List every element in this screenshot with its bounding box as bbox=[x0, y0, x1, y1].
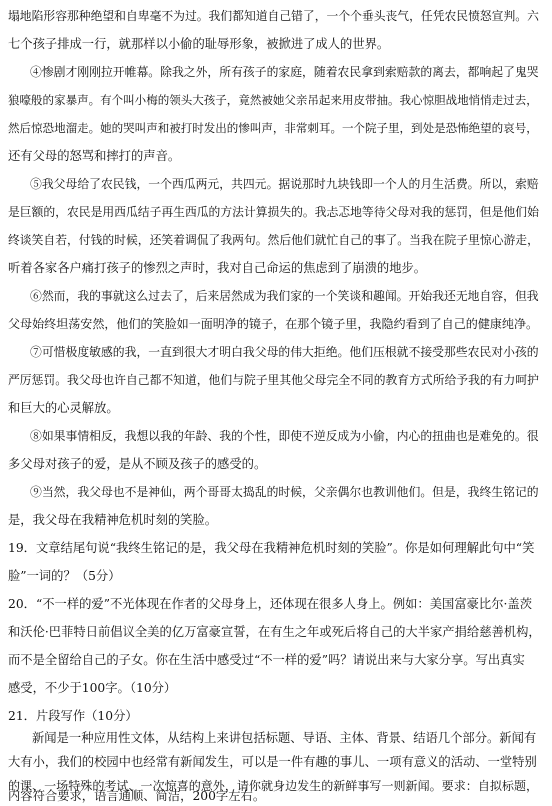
text-line-1: 塌地陷形容那种绝望和自卑毫不为过。我们都知道自己错了，一个个垂头丧气，任凭农民愤怒宣判。六 bbox=[8, 9, 539, 23]
question-19-line-2: 脸”一词的？（5分） bbox=[8, 569, 121, 583]
paragraph-5-line-2: 是巨额的，农民是用西瓜结子再生西瓜的方法计算损失的。我忐忑地等待父母对我的惩罚，但是他们始 bbox=[8, 205, 539, 219]
paragraph-8-line-1: ⑧如果事情相反，我想以我的年龄、我的个性，即使不逆反成为小偷，内心的扭曲也是难免的。很 bbox=[30, 429, 539, 443]
question-21-heading: 21．片段写作（10分） bbox=[8, 709, 138, 723]
question-20-line-4: 感受，不少于100字。（10分） bbox=[8, 681, 177, 695]
paragraph-4-line-4: 还有父母的怒骂和摔打的声音。 bbox=[8, 149, 181, 163]
paragraph-6-line-1: ⑥然而，我的事就这么过去了，后来居然成为我们家的一个笑谈和趣闻。开始我还无地自容，但我 bbox=[30, 289, 539, 303]
question-21-line-3: 的课、一场特殊的考试、一次惊喜的意外，请你就身边发生的新鲜事写一则新闻。要求：自拟标题， bbox=[8, 779, 539, 793]
question-21-line-2: 大有小，我们的校园中也经常有新闻发生，可以是一件有趣的事儿、一项有意义的活动、一堂特别 bbox=[8, 755, 537, 769]
question-20-line-2: 和沃伦·巴菲特日前倡议全美的亿万富豪宣誓，在有生之年或死后将自己的大半家产捐给慈善机构， bbox=[8, 625, 541, 639]
paragraph-5-line-4: 听着各家各户痛打孩子的惨烈之声时，我对自己命运的焦虑到了崩溃的地步。 bbox=[8, 261, 427, 275]
question-19-line-1: 19．文章结尾句说“我终生铭记的是，我父母在我精神危机时刻的笑脸”。你是如何理解此句中“笑 bbox=[8, 541, 535, 555]
question-20-line-1: 20．“不一样的爱”不光体现在作者的父母身上，还体现在很多人身上。例如：美国富豪比尔·盖茨 bbox=[8, 597, 533, 611]
paragraph-9-line-2: 是，我父母在我精神危机时刻的笑脸。 bbox=[8, 513, 218, 527]
paragraph-6-line-2: 父母始终坦荡安然，他们的笑脸如一面明净的镜子，在那个镜子里，我隐约看到了自己的健康纯净。 bbox=[8, 317, 539, 331]
question-21-line-4: 内容符合要求，语言通顺、简洁，200字左右。 bbox=[8, 789, 266, 803]
question-21-line-1: 新闻是一种应用性文体，从结构上来讲包括标题、导语、主体、背景、结语几个部分。新闻有 bbox=[32, 731, 537, 745]
paragraph-7-line-2: 严厉惩罚。我父母也许自己都不知道，他们与院子里其他父母完全不同的教育方式所给予我的有力呵护 bbox=[8, 373, 539, 387]
paragraph-4-line-2: 狼嚎般的家暴声。有个叫小梅的领头大孩子，竟然被她父亲吊起来用皮带抽。我心惊胆战地悄悄走过去， bbox=[8, 93, 538, 107]
paragraph-5-line-1: ⑤我父母给了农民钱，一个西瓜两元，共四元。据说那时九块钱即一个人的月生活费。所以，索赔 bbox=[30, 177, 539, 191]
paragraph-4-line-1: ④惨剧才刚刚拉开帷幕。除我之外，所有孩子的家庭，随着农民拿到索赔款的离去，都响起了鬼哭 bbox=[30, 65, 539, 79]
text-line-2: 七个孩子排成一行，就那样以小偷的耻辱形象，被掀进了成人的世界。 bbox=[8, 37, 390, 51]
paragraph-9-line-1: ⑨当然，我父母也不是神仙，两个哥哥太捣乱的时候，父亲偶尔也教训他们。但是，我终生铭记的 bbox=[30, 485, 539, 499]
paragraph-8-line-2: 多父母对孩子的爱，是从不顾及孩子的感受的。 bbox=[8, 457, 267, 471]
paragraph-5-line-3: 终谈笑自若，付钱的时候，还笑着调侃了我两句。然后他们就忙自己的事了。当我在院子里惊心游走， bbox=[8, 233, 539, 247]
paragraph-4-line-3: 然后惊恐地溜走。她的哭叫声和被打时发出的惨叫声，非常刺耳。一个院子里，到处是恐怖绝望的哀号， bbox=[8, 121, 538, 135]
paragraph-7-line-1: ⑦可惜极度敏感的我，一直到很大才明白我父母的伟大拒绝。他们压根就不接受那些农民对小孩的 bbox=[30, 345, 539, 359]
paragraph-7-line-3: 和巨大的心灵解放。 bbox=[8, 401, 119, 415]
question-20-line-3: 而不是全留给自己的子女。你在生活中感受过“不一样的爱”吗？请说出来与大家分享。写出真实 bbox=[8, 653, 525, 667]
